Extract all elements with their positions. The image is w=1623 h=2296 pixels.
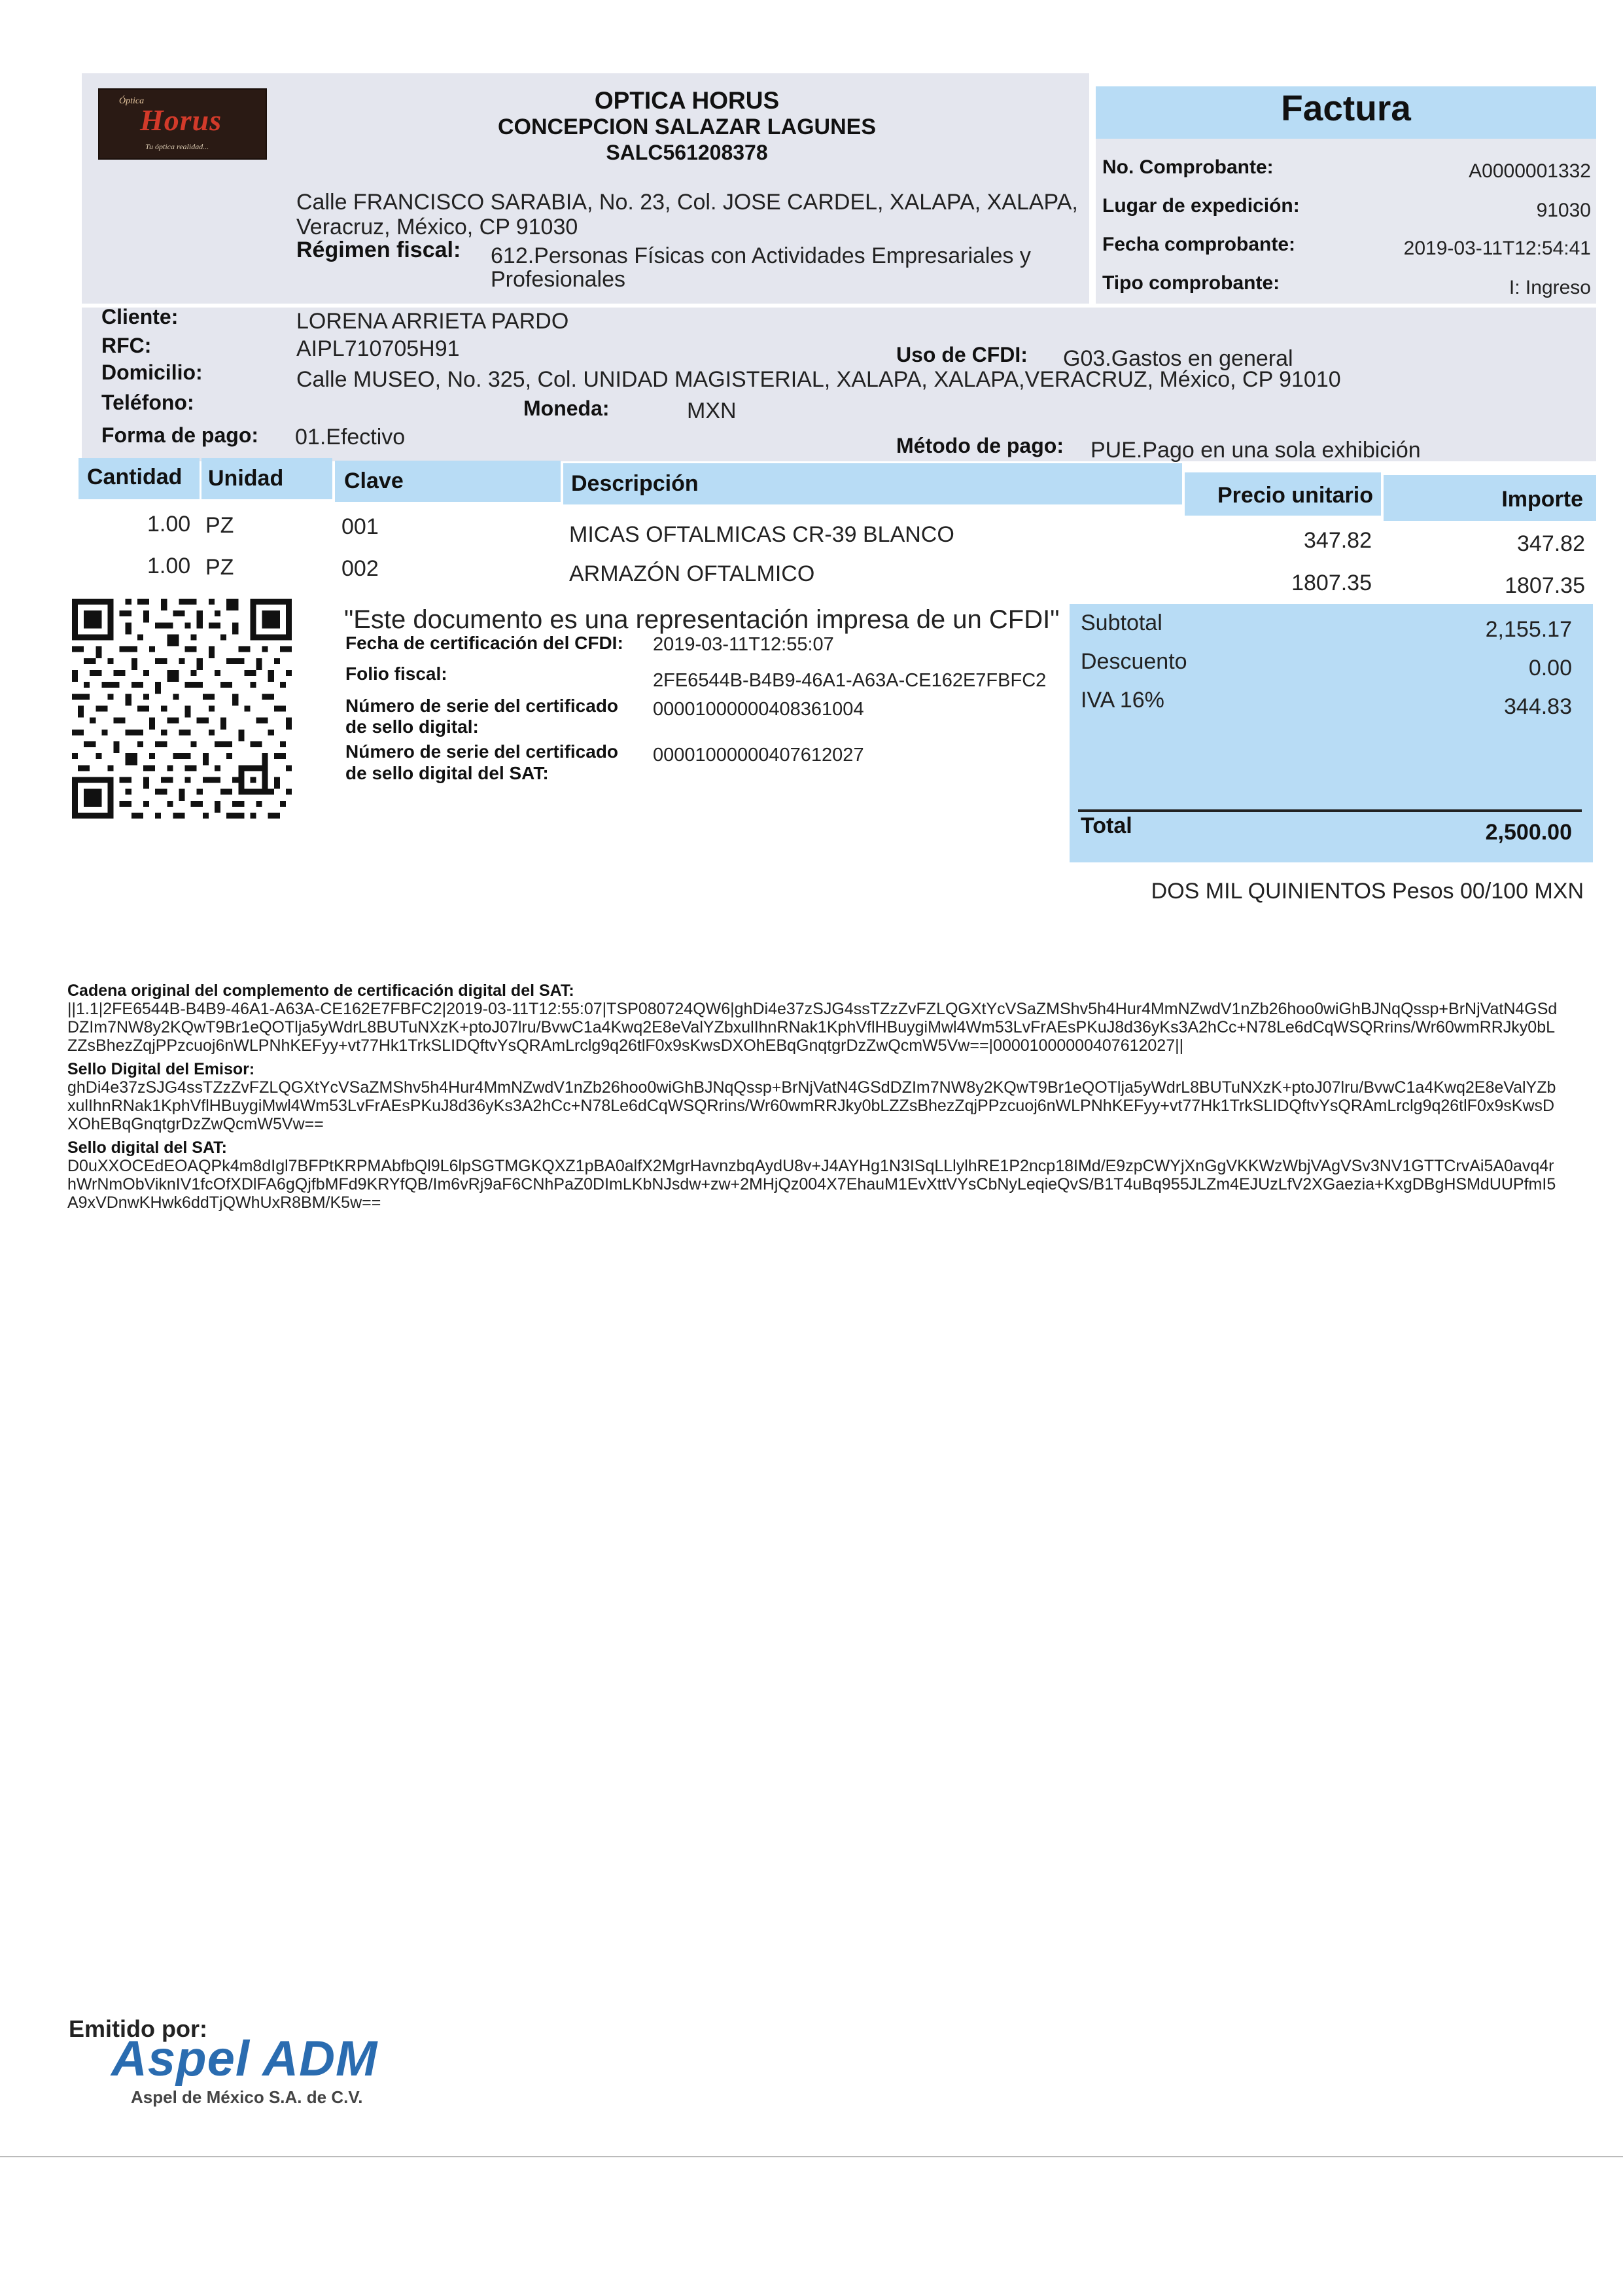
sello-emisor-label: Sello Digital del Emisor:: [67, 1060, 255, 1078]
descuento-label: Descuento: [1081, 649, 1187, 674]
emitido-por-label: Emitido por:: [69, 2015, 207, 2042]
invoice-place: 91030: [1536, 200, 1591, 221]
iva-label: IVA 16%: [1081, 688, 1164, 713]
forma-pago-value: 01.Efectivo: [295, 425, 406, 450]
serie-cert-label: Número de serie del certificado: [345, 696, 619, 716]
issuer-address-line2: Veracruz, México, CP 91030: [296, 215, 578, 239]
total-divider: [1078, 809, 1582, 812]
col-header-unidad-text: Unidad: [208, 466, 284, 491]
col-header-descripcion-text: Descripción: [571, 471, 699, 496]
issuer-trade-name: OPTICA HORUS: [594, 87, 780, 114]
serie-sat-value: 00001000000407612027: [653, 745, 864, 766]
row-descripcion: ARMAZÓN OFTALMICO: [569, 561, 815, 586]
invoice-field-label: Lugar de expedición:: [1102, 195, 1300, 217]
cfdi-representation-note: "Este documento es una representación impresa de un CFDI": [344, 605, 1060, 634]
col-header-importe-text: Importe: [1501, 487, 1583, 512]
col-header-importe: [1384, 475, 1596, 521]
invoice-date: 2019-03-11T12:54:41: [1403, 238, 1591, 259]
folio-fiscal-value: 2FE6544B-B4B9-46A1-A63A-CE162E7FBFC2: [653, 670, 1047, 691]
total-value: 2,500.00: [1485, 820, 1572, 845]
col-header-clave-text: Clave: [344, 468, 404, 493]
row-precio: 1807.35: [1291, 571, 1372, 595]
sello-sat-text: D0uXXOCEdEOAQPk4m8dIgl7BFPtKRPMAbfbQl9L6lpSGTMGKQXZ1pBA0alfX2MgrHavnzbqAydU8v+J4AYHg1N3ISqLLlylhRE1P2ncp18IMd/E9zpCWYjXnGgVKKWzWbjVAgVSv3NV1GTTCrvAi5A0avq4rhWrNmObViknIV1fcOfXDlFA6gQjfbMFd9KRYfQB/Im6vRj9aF6CNhPaZ0DImLKbNJsdw+zw+2MHjQz004X7EhauM1EvXttVYsCbNyLeqieQvS/B1T4uBq955JLZm4EJUzLfV2XGaezia+KxgDBgHSMdUUPfmI5A9xVDnwKHwk6ddTjQWhUxR8BM/K5w==: [67, 1157, 1556, 1212]
col-header-precio-text: Precio unitario: [1217, 483, 1373, 508]
total-label: Total: [1081, 813, 1132, 838]
client-name: LORENA ARRIETA PARDO: [296, 309, 569, 334]
row-clave: 001: [341, 514, 379, 539]
cadena-original-text: ||1.1|2FE6544B-B4B9-46A1-A63A-CE162E7FBFC2|2019-03-11T12:55:07|TSP080724QW6|ghDi4e37zSJG4ssTZzZvFZLQGXtYcVSaZMShv5h4Hur4MmNZwdV1nZb26hoo0wiGhBJNqQssp+BrNjVatN4GSdDZIm7NW8y2KQwT9Br1eQOTlja5yWdrL8BUTuNXzK+ptoJ07lru/BvwC1a4Kwq2E8eValYZbxulIhnRNak1KphVflHBuygiMwl4Wm53LvFrAEsPKuJ8d36yKs3A2hCc+N78Le6dCqWSQRrins/Wr60wmRRJky0bLZZsBhezZqjPPzcuoj6nWLPNhKEFyy+vt77Hk1TrkSLIDQftvYsQRAmLrclg9q26tlF0x9sKwsDXOhEBqGnqtgrDzZwQcmW5Vw==|00001000000407612027||: [67, 1000, 1558, 1055]
invoice-field-label: Tipo comprobante:: [1102, 272, 1280, 294]
client-rfc: AIPL710705H91: [296, 336, 460, 361]
client-address: Calle MUSEO, No. 325, Col. UNIDAD MAGISTERIAL, XALAPA, XALAPA,VERACRUZ, México, CP 91010: [296, 367, 1341, 392]
issuer-legal-name: CONCEPCION SALAZAR LAGUNES: [497, 115, 877, 139]
logo-name-text: Horus: [140, 103, 222, 137]
uso-cfdi-label: Uso de CFDI:: [896, 343, 1028, 366]
cadena-original-label: Cadena original del complemento de certificación digital del SAT:: [67, 981, 574, 1000]
row-precio: 347.82: [1304, 528, 1372, 553]
row-clave: 002: [341, 556, 379, 581]
row-importe: 1807.35: [1505, 573, 1585, 598]
descuento-value: 0.00: [1528, 656, 1572, 680]
sello-sat-label: Sello digital del SAT:: [67, 1139, 228, 1157]
subtotal-value: 2,155.17: [1485, 617, 1572, 642]
regimen-label: Régimen fiscal:: [296, 238, 461, 262]
col-header-unidad: [201, 458, 332, 499]
col-header-cantidad-text: Cantidad: [87, 465, 183, 489]
col-header-precio: [1185, 472, 1381, 516]
issuer-rfc: SALC561208378: [606, 141, 768, 164]
domicilio-label: Domicilio:: [101, 361, 203, 384]
company-logo: [98, 88, 267, 160]
moneda-label: Moneda:: [523, 397, 610, 420]
aspel-logo: Aspel ADM: [111, 2031, 378, 2087]
invoice-type: I: Ingreso: [1509, 277, 1591, 298]
issuer-address-line1: Calle FRANCISCO SARABIA, No. 23, Col. JOSE CARDEL, XALAPA, XALAPA,: [296, 190, 1078, 215]
qr-code: [72, 599, 292, 819]
folio-fiscal-label: Folio fiscal:: [345, 663, 447, 684]
row-importe: 347.82: [1517, 531, 1585, 556]
row-descripcion: MICAS OFTALMICAS CR-39 BLANCO: [569, 522, 954, 547]
moneda-value: MXN: [687, 398, 737, 423]
invoice-title: Factura: [1281, 88, 1411, 128]
subtotal-label: Subtotal: [1081, 610, 1162, 635]
invoice-number: A0000001332: [1469, 160, 1591, 182]
col-header-cantidad: [79, 458, 200, 499]
invoice-field-label: No. Comprobante:: [1102, 156, 1274, 178]
sello-emisor-text: ghDi4e37zSJG4ssTZzZvFZLQGXtYcVSaZMShv5h4Hur4MmNZwdV1nZb26hoo0wiGhBJNqQssp+BrNjVatN4GSdDZIm7NW8y2KQwT9Br1eQOTlja5yWdrL8BUTuNXzK+ptoJ07lru/BvwC1a4Kwq2E8eValYZbxulIhnRNak1KphVflHBuygiMwl4Wm53LvFrAEsPKuJ8d36yKs3A2hCc+N78Le6dCqWSQRrins/Wr60wmRRJky0bLZZsBhezZqjPPzcuoj6nWLPNhKEFyy+vt77Hk1TrkSLIDQftvYsQRAmLrclg9q26tlF0x9sKwsDXOhEBqGnqtgrDzZwQcmW5Vw==: [67, 1078, 1556, 1133]
fecha-cert-label: Fecha de certificación del CFDI:: [345, 633, 623, 653]
client-label: Cliente:: [101, 305, 179, 328]
regimen-value-line1: 612.Personas Físicas con Actividades Empresariales y: [491, 243, 1031, 268]
col-header-descripcion: [563, 463, 1182, 504]
row-unidad: PZ: [205, 513, 234, 538]
row-unidad: PZ: [205, 555, 234, 580]
invoice-field-label: Fecha comprobante:: [1102, 234, 1296, 255]
telefono-label: Teléfono:: [101, 391, 194, 414]
serie-sat-label-2: de sello digital del SAT:: [345, 763, 549, 783]
metodo-pago-label: Método de pago:: [896, 434, 1064, 457]
serie-cert-value: 00001000000408361004: [653, 699, 864, 720]
logo-top-text: Óptica: [119, 96, 145, 106]
total-in-words: DOS MIL QUINIENTOS Pesos 00/100 MXN: [1151, 879, 1584, 904]
regimen-value-line2: Profesionales: [491, 267, 626, 292]
row-cantidad: 1.00: [147, 512, 191, 537]
row-cantidad: 1.00: [147, 554, 191, 578]
aspel-company-name: Aspel de México S.A. de C.V.: [131, 2087, 363, 2107]
metodo-pago-value: PUE.Pago en una sola exhibición: [1091, 438, 1421, 463]
logo-tagline-text: Tu óptica realidad...: [145, 142, 209, 151]
page-bottom-line: [0, 2156, 1623, 2157]
iva-value: 344.83: [1504, 694, 1572, 719]
uso-cfdi-value: G03.Gastos en general: [1063, 346, 1293, 371]
rfc-label: RFC:: [101, 334, 152, 357]
col-header-clave: [335, 461, 561, 502]
forma-pago-label: Forma de pago:: [101, 423, 259, 447]
serie-sat-label: Número de serie del certificado: [345, 741, 619, 762]
fecha-cert-value: 2019-03-11T12:55:07: [653, 634, 834, 655]
serie-cert-label-2: de sello digital:: [345, 716, 479, 737]
